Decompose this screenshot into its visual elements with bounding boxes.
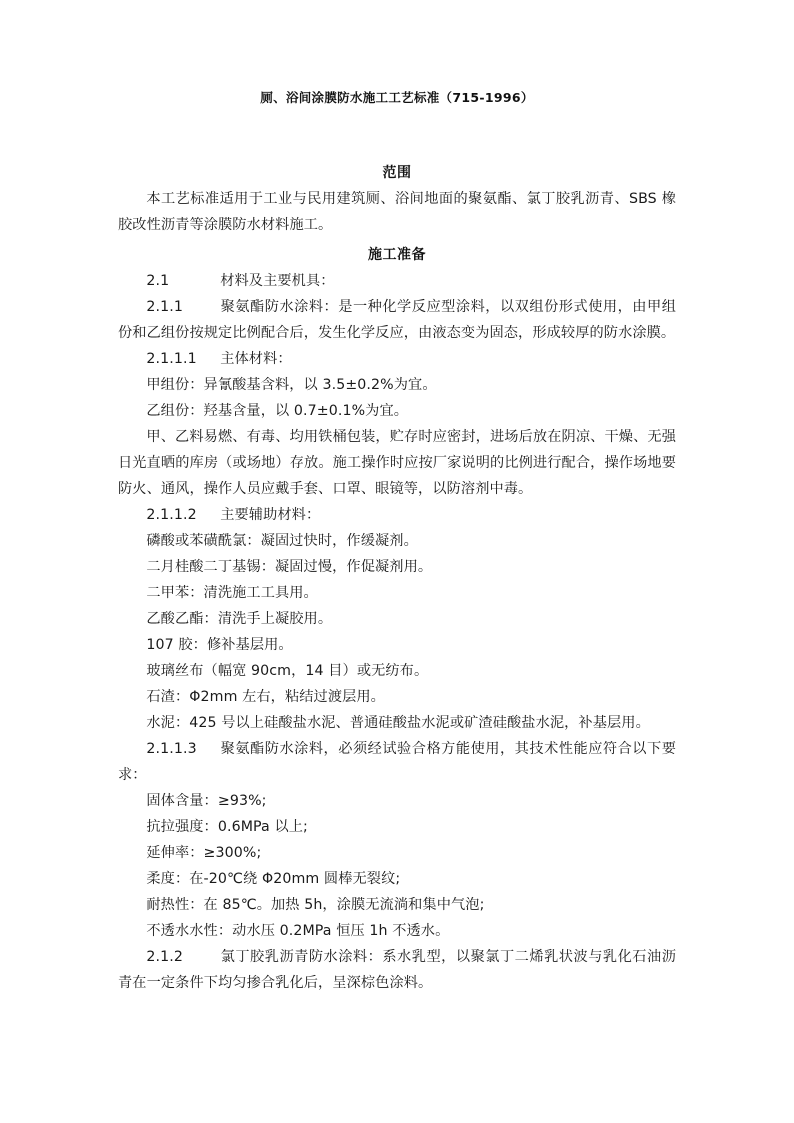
spec-line-heat-resistance: 耐热性：在 85℃。加热 5h，涂膜无流淌和集中气泡; [146,897,485,913]
spec-line-impermeability: 不透水水性：动水压 0.2MPa 恒压 1h 不透水。 [146,923,450,939]
clause-text-2-1-1-3: 聚氨酯防水涂料，必须经试验合格方能使用，其技术性能应符合以下要求： [118,741,676,783]
storage-paragraph: 甲、乙料易燃、有毒、均用铁桶包装，贮存时应密封，进场后放在阴凉、干燥、无强日光直晒的库房（或场地）存放。施工操作时应按厂家说明的比例进行配合，操作场地要防火、通风，操作人员应戴手套、口罩、眼镜等，以防溶剂中毒。 [118,429,676,497]
clause-number-2-1-1-1: 2.1.1.1 [146,351,197,367]
spec-line-elongation: 延伸率：≥300%; [146,845,262,861]
section-heading-scope: 范围 [382,165,412,181]
clause-number-2-1: 2.1 [146,273,170,289]
aux-material-line-2: 二月桂酸二丁基锡：凝固过慢，作促凝剂用。 [146,559,433,575]
aux-material-line-5: 107 胶：修补基层用。 [146,637,293,653]
aux-material-line-3: 二甲苯：清洗施工工具用。 [146,585,318,601]
clause-2-1-1 [118,294,676,346]
aux-material-line-1: 磷酸或苯磺酰氯：凝固过快时，作缓凝剂。 [146,533,418,549]
clause-number-2-1-1-2: 2.1.1.2 [146,507,197,523]
scope-paragraph: 本工艺标准适用于工业与民用建筑厕、浴间地面的聚氨酯、氯丁胶乳沥青、SBS 橡胶改性沥青等涂膜防水材料施工。 [118,191,676,233]
clause-number-2-1-1: 2.1.1 [146,299,183,315]
section-heading-preparation: 施工准备 [368,247,426,263]
document-body [118,88,676,996]
aux-material-line-7: 石渣：Φ2mm 左右，粘结过渡层用。 [146,689,385,705]
clause-text-2-1-1-2: 主要辅助材料： [220,507,321,523]
spec-line-solid-content: 固体含量：≥93%; [146,793,267,809]
clause-2-1-1-2 [118,502,676,528]
cement-paragraph: 水泥：425 号以上硅酸盐水泥、普通硅酸盐水泥或矿渣硅酸盐水泥，补基层用。 [146,715,650,731]
clause-2-1 [118,268,676,294]
clause-text-2-1: 材料及主要机具： [220,273,335,289]
document-title: 厕、浴间涂膜防水施工工艺标准（715-1996） [260,90,534,105]
clause-2-1-1-1 [118,346,676,372]
aux-material-line-4: 乙酸乙酯：清洗手上凝胶用。 [146,611,333,627]
clause-text-2-1-1: 聚氨酯防水涂料：是一种化学反应型涂料，以双组份形式使用，由甲组份和乙组份按规定比例配合后，发生化学反应，由液态变为固态，形成较厚的防水涂膜。 [118,299,676,341]
aux-material-line-6: 玻璃丝布（幅宽 90cm，14 目）或无纺布。 [146,663,429,679]
spec-line-tensile-strength: 抗拉强度：0.6MPa 以上; [146,819,308,835]
clause-2-1-1-3 [118,736,676,788]
title-spacer [118,108,676,160]
spec-line-flexibility: 柔度：在-20℃绕 Φ20mm 圆棒无裂纹; [146,871,401,887]
clause-number-2-1-1-3: 2.1.1.3 [146,741,197,757]
clause-number-2-1-2: 2.1.2 [146,949,183,965]
main-material-line-b: 乙组份：羟基含量，以 0.7±0.1%为宜。 [146,403,409,419]
clause-text-2-1-2: 氯丁胶乳沥青防水涂料：系水乳型，以聚氯丁二烯乳状波与乳化石油沥青在一定条件下均匀掺合乳化后，呈深棕色涂料。 [118,949,676,991]
clause-2-1-2 [118,944,676,996]
main-material-line-a: 甲组份：异氰酸基含料，以 3.5±0.2%为宜。 [146,377,437,393]
clause-text-2-1-1-1: 主体材料： [220,351,292,367]
